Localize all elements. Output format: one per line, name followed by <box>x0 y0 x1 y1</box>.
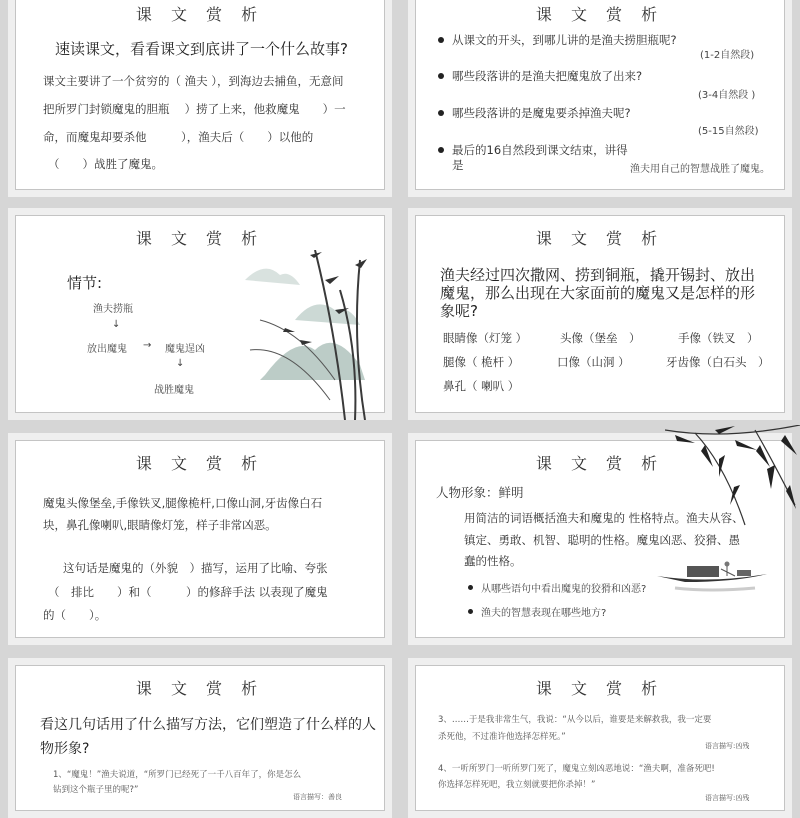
question: 最后的16自然段到课文结束，讲得 <box>452 143 628 157</box>
plot-node: 战胜魔鬼 <box>154 385 194 396</box>
question: 看这几句话用了什么描写方法，它们塑造了什么样的人 <box>40 717 376 733</box>
comparison-item: 头像（堡垒 ） <box>560 331 641 345</box>
slide-title: 课 文 赏 析 <box>535 5 665 24</box>
quote-line: 杀死他，不过准许他选择怎样死。” <box>438 732 566 742</box>
question: 物形象? <box>40 741 90 757</box>
plot-heading: 情节: <box>67 274 103 292</box>
arrow-down-icon: ↓ <box>176 358 185 369</box>
boat-illustration <box>655 560 770 605</box>
quote-line: 你选择怎样死吧，我立刻就要把你杀掉！” <box>438 780 596 790</box>
bullet-icon <box>468 609 473 614</box>
body-line: 块，鼻孔像喇叭,眼睛像灯笼，样子非常凶恶。 <box>43 518 277 532</box>
body-line: 课文主要讲了一个贫穷的（ 渔夫 ），到海边去捕鱼，无意间 <box>43 74 344 88</box>
body-line: 用简洁的词语概括渔夫和魔鬼的 性格特点。渔夫从容、 <box>464 511 744 525</box>
answer: (5-15自然段) <box>698 126 759 137</box>
slide-title: 课 文 赏 析 <box>535 454 665 473</box>
description-label: 语言描写:凶残 <box>705 794 750 802</box>
bullet-icon <box>438 37 444 43</box>
bullet-icon <box>438 147 444 153</box>
slide-title: 课 文 赏 析 <box>135 454 265 473</box>
question: 魔鬼，那么出现在大家面前的魔鬼又是怎样的形 <box>440 284 756 302</box>
quote-line: 1、“魔鬼！”渔夫说道，“所罗门已经死了一千八百年了，你是怎么 <box>53 770 302 780</box>
question: 象呢? <box>440 302 478 320</box>
arrow-down-icon: ↓ <box>112 319 121 330</box>
question: 从课文的开头，到哪儿讲的是渔夫捞胆瓶呢? <box>452 33 677 47</box>
slide-title: 课 文 赏 析 <box>535 679 665 698</box>
quote-line: 4、一听所罗门一听所罗门死了，魔鬼立刻凶恶地说：“渔夫啊，准备死吧! <box>438 764 715 774</box>
slide-title: 课 文 赏 析 <box>135 229 265 248</box>
comparison-item: 牙齿像（白石头 ） <box>666 355 770 369</box>
body-line: 镇定、勇敢、机智、聪明的性格。魔鬼凶恶、狡猾、愚 <box>464 533 740 547</box>
plot-node: 魔鬼逞凶 <box>165 344 205 355</box>
body-line: （ 排比 ）和（ ）的修辞手法 以表现了魔鬼 <box>48 585 328 599</box>
body-line: 魔鬼头像堡垒,手像铁叉,腿像桅杆,口像山洞,牙齿像白石 <box>43 496 323 510</box>
bullet-icon <box>468 585 473 590</box>
comparison-item: 口像（山洞 ） <box>557 355 630 369</box>
bullet-icon <box>438 110 444 116</box>
slide-title: 课 文 赏 析 <box>135 679 265 698</box>
question: 渔夫经过四次撒网、捞到铜瓶，撬开锡封、放出 <box>440 266 756 284</box>
description-label: 语言描写：善良 <box>293 793 342 801</box>
question: 哪些段落讲的是魔鬼要杀掉渔夫呢? <box>452 106 631 120</box>
question: 哪些段落讲的是渔夫把魔鬼放了出来? <box>452 69 643 83</box>
arrow-right-icon: → <box>143 340 152 351</box>
question: 速读课文，看看课文到底讲了一个什么故事? <box>55 40 348 58</box>
bamboo-mountain-illustration <box>240 250 390 420</box>
description-label: 语言描写:凶残 <box>705 742 750 750</box>
plot-node: 放出魔鬼 <box>87 344 127 355</box>
question-cont: 是 <box>452 158 464 172</box>
quote-line: 钻到这个瓶子里的呢?” <box>53 785 139 795</box>
answer: (1-2自然段) <box>700 50 755 61</box>
bullet-text: 渔夫的智慧表现在哪些地方? <box>481 608 607 619</box>
comparison-item: 手像（铁叉 ） <box>678 331 759 345</box>
body-line: 的（ ）。 <box>43 608 107 622</box>
comparison-item: 腿像（ 桅杆 ） <box>443 355 520 369</box>
body-line: 这句话是魔鬼的（外貌 ）描写，运用了比喻、夸张 <box>63 561 328 575</box>
character-heading: 人物形象：鲜明 <box>436 485 524 500</box>
plot-node: 渔夫捞瓶 <box>93 304 133 315</box>
body-line: 命，而魔鬼却要杀他 ），渔夫后（ ）以他的 <box>43 130 314 144</box>
slide-title: 课 文 赏 析 <box>535 229 665 248</box>
comparison-item: 眼睛像（灯笼 ） <box>443 331 528 345</box>
slide-title: 课 文 赏 析 <box>135 5 265 24</box>
body-line: （ ）战胜了魔鬼。 <box>48 157 163 171</box>
bullet-icon <box>438 73 444 79</box>
answer: (3-4自然段 ) <box>698 90 756 101</box>
bullet-text: 从哪些语句中看出魔鬼的狡猾和凶恶? <box>481 584 647 595</box>
comparison-item: 鼻孔（ 喇叭 ） <box>443 379 520 393</box>
answer: 渔夫用自己的智慧战胜了魔鬼。 <box>630 164 770 175</box>
quote-line: 3、……于是我非常生气，我说：“从今以后，谁要是来解救我，我一定要 <box>438 715 712 725</box>
body-line: 蠢的性格。 <box>464 554 522 568</box>
bamboo-leaves-illustration <box>665 425 800 530</box>
body-line: 把所罗门封锁魔鬼的胆瓶 ）捞了上来，他救魔鬼 ）一 <box>43 102 346 116</box>
